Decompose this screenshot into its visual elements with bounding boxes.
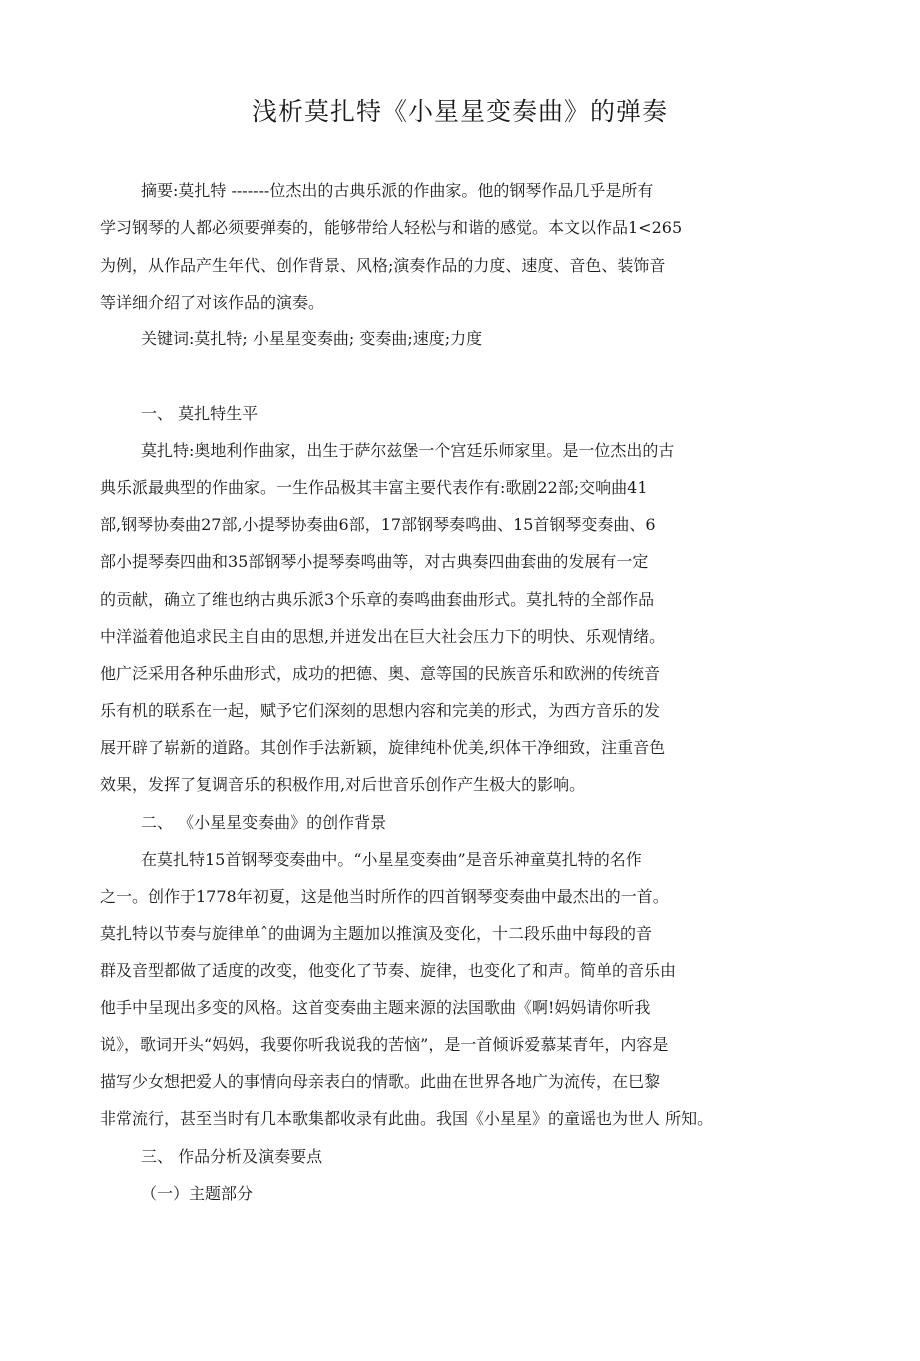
document-title: 浅析莫扎特《小星星变奏曲》的弹奏 <box>251 97 668 126</box>
section1-line: 乐有机的联系在一起，赋予它们深刻的思想内容和完美的形式，为西方音乐的发 <box>100 701 661 720</box>
section1-line: 部小提琴奏四曲和35部钢琴小提琴奏鸣曲等，对古典奏四曲套曲的发展有一定 <box>100 552 649 571</box>
section1-line: 他广泛采用各种乐曲形式，成功的把德、奥、意等国的民族音乐和欧洲的传统音 <box>100 664 661 683</box>
abstract-line: 等详细介绍了对该作品的演奏。 <box>100 293 325 312</box>
section2-line: 之一。创作于1778年初夏，这是他当时所作的四首钢琴变奏曲中最杰出的一首。 <box>100 887 669 906</box>
section2-line: 在莫扎特15首钢琴变奏曲中。“小星星变奏曲”是音乐神童莫扎特的名作 <box>141 850 642 869</box>
keywords: 关键词:莫扎特; 小星星变奏曲; 变奏曲;速度;力度 <box>141 329 483 348</box>
section1-line: 部,钢琴协奏曲27部,小提琴协奏曲6部，17部钢琴奏鸣曲、15首钢琴变奏曲、6 <box>100 515 656 534</box>
section2-line: 非常流行，甚至当时有几本歌集都收录有此曲。我国《小星星》的童谣也为世人 所知。 <box>100 1109 714 1128</box>
abstract-line: 摘要:莫扎特 -------位杰出的古典乐派的作曲家。他的钢琴作品几乎是所有 <box>141 181 654 200</box>
section2-line: 莫扎特以节奏与旋律单ˆ的曲调为主题加以推演及变化，十二段乐曲中每段的音 <box>100 924 653 943</box>
section2-line: 群及音型都做了适度的改变，他变化了节奏、旋律，也变化了和声。简单的音乐由 <box>100 961 677 980</box>
section1-line: 莫扎特:奥地利作曲家，出生于萨尔兹堡一个宫廷乐师家里。是一位杰出的古 <box>141 441 675 460</box>
section-heading-3: 三、 作品分析及演奏要点 <box>141 1147 323 1166</box>
section1-line: 的贡献，确立了维也纳古典乐派3个乐章的奏鸣曲套曲形式。莫扎特的全部作品 <box>100 590 655 609</box>
section-heading-2: 二、 《小星星变奏曲》的创作背景 <box>141 813 387 832</box>
abstract-line: 学习钢琴的人都必须要弹奏的，能够带给人轻松与和谐的感觉。本文以作品1<265 <box>100 218 683 237</box>
section1-line: 效果，发挥了复调音乐的积极作用,对后世音乐创作产生极大的影响。 <box>100 775 586 794</box>
section2-line: 他手中呈现出多变的风格。这首变奏曲主题来源的法国歌曲《啊!妈妈请你听我 <box>100 998 651 1017</box>
section-heading-1: 一、 莫扎特生平 <box>141 404 259 423</box>
section2-line: 说》，歌词开头“妈妈，我要你听我说我的苦恼”，是一首倾诉爱慕某青年，内容是 <box>100 1035 669 1054</box>
section1-line: 展开辟了崭新的道路。其创作手法新颖，旋律纯朴优美,织体干净细致，注重音色 <box>100 738 666 757</box>
abstract-line: 为例，从作品产生年代、创作背景、风格;演奏作品的力度、速度、音色、装饰音 <box>100 256 666 275</box>
section1-line: 典乐派最典型的作曲家。一生作品极其丰富主要代表作有:歌剧22部;交响曲41 <box>100 478 648 497</box>
subsection-heading-1: （一）主题部分 <box>141 1184 254 1203</box>
section1-line: 中洋溢着他追求民主自由的思想,并迸发出在巨大社会压力下的明快、乐观情绪。 <box>100 627 666 646</box>
section2-line: 描写少女想把爱人的事情向母亲表白的情歌。此曲在世界各地广为流传，在巳黎 <box>100 1072 661 1091</box>
